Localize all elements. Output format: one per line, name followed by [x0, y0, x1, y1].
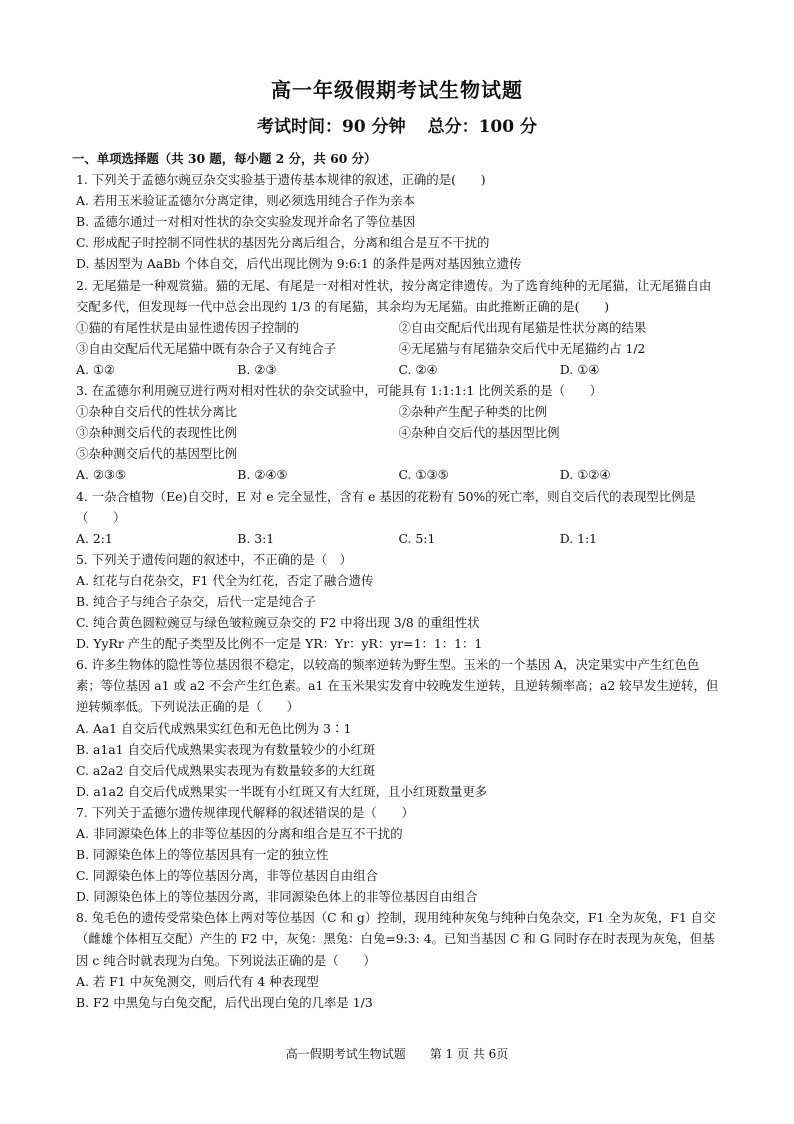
question-2-option-c: C. ②④: [398, 361, 438, 377]
question-6-stem: 6. 许多生物体的隐性等位基因很不稳定，以较高的频率逆转为野生型。玉米的一个基因 A，决定果实中产生红色色素；等位基因 a1 或 a2 不会产生红色素。a1 在玉米果实发育中较晚发生逆转，且逆转频率高；a2 较早发生逆转，但逆转频率低。下列说法正确的是（ ）: [76, 657, 719, 715]
question-5-option-b: B. 纯合子与纯合子杂交，后代一定是纯合子: [76, 593, 317, 609]
total-score: 总分：100 分: [427, 117, 537, 137]
question-2-options: [76, 359, 721, 380]
exam-info: [0, 112, 794, 137]
question-6-option-c: C. a2a2 自交后代成熟果实表现为有数量较多的大红斑: [76, 762, 376, 778]
question-7-option-d: D. 同源染色体上的等位基因分离，非同源染色体上的非等位基因自由组合: [76, 889, 478, 905]
question-2-statements-row: [76, 338, 721, 359]
question-3-statement-1: ①杂种自交后代的性状分离比: [76, 404, 238, 420]
question-3-options: [76, 464, 721, 485]
question-2-option-a: A. ①②: [76, 361, 116, 377]
question-4-option-b: B. 3:1: [237, 530, 275, 546]
question-1-option-b: B. 孟德尔通过一对相对性状的杂交实验发现并命名了等位基因: [76, 214, 416, 230]
question-3-statements-row: [76, 401, 721, 422]
question-3-stem: 3. 在孟德尔利用豌豆进行两对相对性状的杂交试验中，可能具有 1:1:1:1 比例关系的是（ ）: [76, 383, 603, 399]
question-7-option-c: C. 同源染色体上的等位基因分离，非等位基因自由组合: [76, 868, 378, 884]
question-2-option-b: B. ②③: [237, 361, 277, 377]
question-5-option-c: C. 纯合黄色圆粒豌豆与绿色皱粒豌豆杂交的 F2 中将出现 3/8 的重组性状: [76, 615, 480, 631]
question-5-option-a: A. 红花与白花杂交，F1 代全为红花，否定了融合遗传: [76, 572, 374, 588]
question-5-option-d: D. YyRr 产生的配子类型及比例不一定是 YR：Yr：yR：yr=1：1：1：1: [76, 636, 483, 652]
question-1-stem: 1. 下列关于孟德尔豌豆杂交实验基于遗传基本规律的叙述，正确的是( ): [76, 172, 486, 188]
question-2-statements-row: [76, 317, 721, 338]
question-3-statement-5: ⑤杂种测交后代的基因型比例: [76, 446, 238, 462]
question-3-statements-row: [76, 422, 721, 443]
question-2-statement-2: ②自由交配后代出现有尾猫是性状分离的结果: [398, 319, 647, 335]
question-7-option-b: B. 同源染色体上的等位基因具有一定的独立性: [76, 847, 329, 863]
question-1-option-d: D. 基因型为 AaBb 个体自交，后代出现比例为 9:6:1 的条件是两对基因独立遗传: [76, 256, 522, 272]
question-6-option-b: B. a1a1 自交后代成熟果实表现为有数量较少的小红斑: [76, 741, 376, 757]
question-8-option-b: B. F2 中黑兔与白兔交配，后代出现白兔的几率是 1/3: [76, 994, 373, 1010]
question-4-option-d: D. 1:1: [559, 530, 598, 546]
question-3-statement-3: ③杂种测交后代的表现性比例: [76, 425, 238, 441]
question-content: [72, 148, 721, 1013]
question-2-statement-1: ①猫的有尾性状是由显性遗传因子控制的: [76, 319, 300, 335]
question-1-option-a: A. 若用玉米验证孟德尔分离定律，则必须选用纯合子作为亲本: [76, 193, 415, 209]
question-7-stem: 7. 下列关于孟德尔遗传规律现代解释的叙述错误的是（ ）: [76, 804, 414, 820]
exam-time: 考试时间：90 分钟: [257, 117, 406, 137]
question-2-stem: 2. 无尾猫是一种观赏猫。猫的无尾、有尾是一对相对性状，按分离定律遗传。为了选育纯种的无尾猫，让无尾猫自由交配多代，但发现每一代中总会出现约 1/3 的有尾猫，其余均为无尾猫。由此推断正确的是( ): [76, 277, 712, 314]
question-2-statement-4: ④无尾猫与有尾猫杂交后代中无尾猫约占 1/2: [398, 340, 646, 356]
question-6-option-a: A. Aa1 自交后代成熟果实红色和无色比例为 3∶1: [76, 720, 352, 736]
question-8-option-a: A. 若 F1 中灰兔测交，则后代有 4 种表现型: [76, 973, 319, 989]
question-7-option-a: A. 非同源染色体上的非等位基因的分离和组合是互不干扰的: [76, 826, 403, 841]
page-footer: [0, 1045, 794, 1062]
question-3-option-d: D. ①②④: [559, 467, 611, 483]
question-4-option-a: A. 2:1: [76, 530, 113, 546]
section-heading: 一、单项选择题（共 30 题，每小题 2 分，共 60 分）: [72, 151, 377, 166]
footer-page-number: 第 1 页 共 6页: [429, 1047, 509, 1061]
question-2-option-d: D. ①④: [559, 361, 600, 377]
question-5-stem: 5. 下列关于遗传问题的叙述中，不正确的是（ ）: [76, 551, 352, 567]
question-6-option-d: D. a1a2 自交后代成熟果实一半既有小红斑又有大红斑，且小红斑数量更多: [76, 783, 488, 799]
question-4-options: [76, 528, 721, 549]
question-3-option-b: B. ②④⑤: [237, 467, 288, 483]
question-3-statement-4: ④杂种自交后代的基因型比例: [398, 425, 560, 441]
question-4-stem: 4. 一杂合植物（Ee)自交时，E 对 e 完全显性，含有 e 基因的花粉有 50%的死亡率，则自交后代的表现型比例是（ ）: [76, 488, 696, 525]
question-3-option-a: A. ②③⑤: [76, 467, 127, 483]
footer-exam-name: 高一假期考试生物试题: [285, 1047, 406, 1061]
question-3-statement-2: ②杂种产生配子种类的比例: [398, 404, 548, 420]
question-4-option-c: C. 5:1: [398, 530, 436, 546]
question-2-statement-3: ③自由交配后代无尾猫中既有杂合子又有纯合子: [76, 340, 337, 356]
question-1-option-c: C. 形成配子时控制不同性状的基因先分离后组合，分离和组合是互不干扰的: [76, 235, 490, 251]
page-title: 高一年级假期考试生物试题: [271, 78, 523, 102]
question-8-stem: 8. 兔毛色的遗传受常染色体上两对等位基因（C 和 g）控制，现用纯种灰兔与纯种白兔杂交，F1 全为灰兔，F1 自交（雌雄个体相互交配）产生的 F2 中，灰兔：黑兔：白兔=9:3: 4。已知当基因 C 和 G 同时存在时表现为灰兔，但基因 c 纯合时就表现为白兔。下列说法正确的是（ ）: [76, 910, 716, 968]
question-3-option-c: C. ①③⑤: [398, 467, 449, 483]
